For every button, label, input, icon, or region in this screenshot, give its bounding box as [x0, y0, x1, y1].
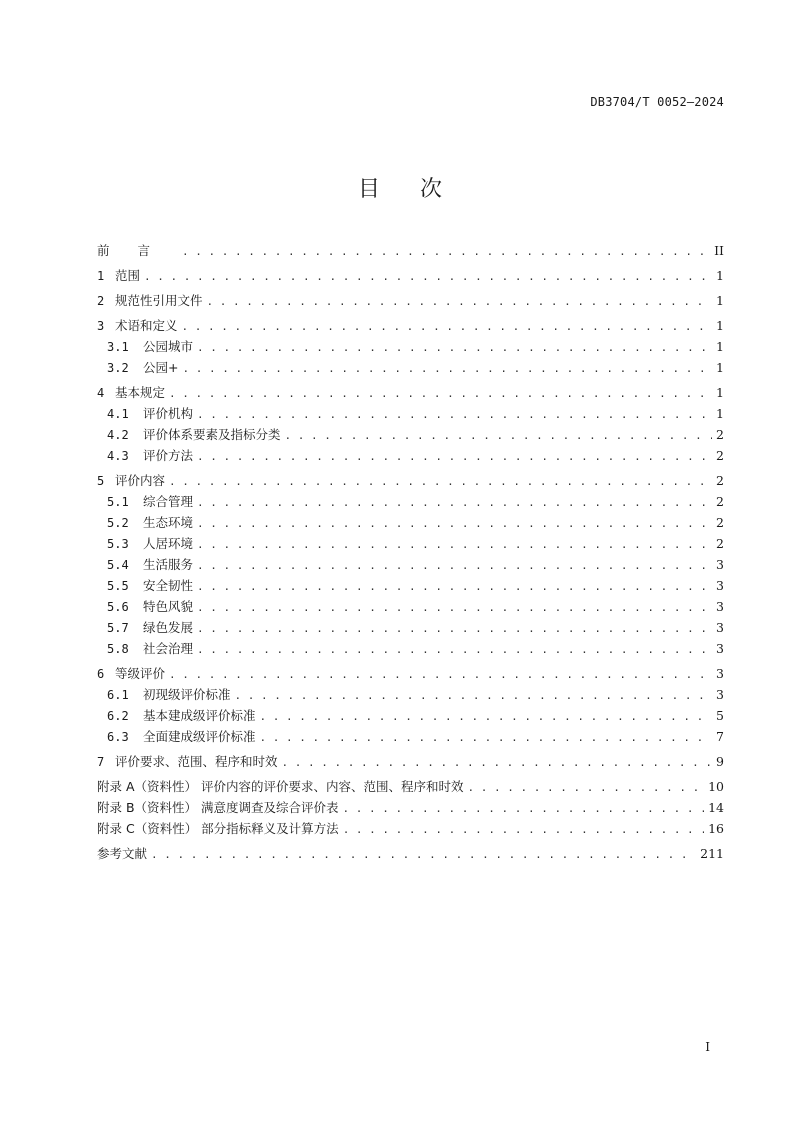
- toc-leader-dots: [197, 492, 712, 513]
- page-title: [0, 172, 800, 203]
- toc-entry-page: 2: [716, 427, 724, 442]
- toc-leader-dots: [169, 383, 712, 404]
- toc-entry[interactable]: [97, 776, 724, 797]
- toc-leader-dots: [151, 844, 696, 865]
- toc-entry[interactable]: [97, 315, 724, 336]
- page-number: I: [705, 1040, 710, 1054]
- toc-entry-number: 5.1: [107, 495, 129, 509]
- toc-entry[interactable]: [97, 554, 724, 575]
- toc-entry-page: II: [714, 243, 724, 258]
- toc-entry[interactable]: [97, 617, 724, 638]
- toc-entry-number: 5: [97, 474, 105, 488]
- toc-entry[interactable]: [97, 403, 724, 424]
- toc-leader-dots: [207, 291, 712, 312]
- toc-entry[interactable]: [97, 512, 724, 533]
- toc-entry-page: 2: [716, 515, 724, 530]
- toc-entry-page: 3: [716, 599, 724, 614]
- toc-entry-number: 3: [97, 319, 105, 333]
- toc-entry-label: 生态环境: [143, 515, 194, 530]
- toc-entry-number: 5.8: [107, 642, 129, 656]
- toc-leader-dots: [197, 555, 712, 576]
- toc-entry-label: 绿色发展: [143, 620, 194, 635]
- toc-entry-page: 3: [716, 641, 724, 656]
- toc-entry-label: 附录 C（资料性） 部分指标释义及计算方法: [97, 821, 339, 836]
- toc-entry-label: 基本规定: [115, 385, 166, 400]
- toc-entry-page: 1: [716, 268, 724, 283]
- toc-entry-number: 5.5: [107, 579, 129, 593]
- toc-entry[interactable]: [97, 445, 724, 466]
- toc-leader-dots: [260, 706, 712, 727]
- toc-entry-page: 2: [716, 536, 724, 551]
- table-of-contents: [97, 240, 724, 864]
- toc-entry[interactable]: [97, 596, 724, 617]
- toc-leader-dots: [182, 358, 712, 379]
- toc-entry-page: 1: [716, 293, 724, 308]
- toc-entry-label: 人居环境: [143, 536, 194, 551]
- toc-entry-number: 5.7: [107, 621, 129, 635]
- toc-entry[interactable]: [97, 470, 724, 491]
- toc-entry[interactable]: [97, 575, 724, 596]
- toc-entry[interactable]: [97, 705, 724, 726]
- toc-entry-page: 2: [716, 494, 724, 509]
- toc-entry[interactable]: [97, 424, 724, 445]
- toc-entry[interactable]: [97, 663, 724, 684]
- toc-entry[interactable]: [97, 818, 724, 839]
- toc-entry-number: 6.3: [107, 730, 129, 744]
- toc-leader-dots: [197, 576, 712, 597]
- toc-entry-number: 5.4: [107, 558, 129, 572]
- toc-entry-page: 1: [716, 339, 724, 354]
- toc-entry-label: 综合管理: [143, 494, 194, 509]
- toc-leader-dots: [144, 266, 712, 287]
- toc-entry-number: 4.1: [107, 407, 129, 421]
- toc-entry-page: 3: [716, 578, 724, 593]
- toc-entry-page: 3: [716, 666, 724, 681]
- toc-entry-page: 2: [716, 448, 724, 463]
- toc-leader-dots: [343, 819, 704, 840]
- toc-entry-label: 公园+: [143, 360, 179, 375]
- toc-leader-dots: [197, 337, 712, 358]
- toc-entry-page: 16: [708, 821, 724, 836]
- toc-entry[interactable]: [97, 638, 724, 659]
- toc-entry[interactable]: [97, 684, 724, 705]
- toc-entry[interactable]: [97, 240, 724, 261]
- toc-entry-label: 生活服务: [143, 557, 194, 572]
- toc-leader-dots: [343, 798, 705, 819]
- toc-entry[interactable]: [97, 382, 724, 403]
- toc-entry-page: 14: [708, 800, 724, 815]
- toc-entry[interactable]: [97, 797, 724, 818]
- toc-leader-dots: [197, 639, 712, 660]
- toc-entry[interactable]: [97, 357, 724, 378]
- toc-entry-label: 术语和定义: [115, 318, 178, 333]
- toc-entry-label: 等级评价: [115, 666, 166, 681]
- toc-entry-label: 公园城市: [143, 339, 194, 354]
- toc-entry-page: 10: [708, 779, 724, 794]
- toc-entry-label: 评价要求、范围、程序和时效: [115, 754, 278, 769]
- toc-entry-page: 1: [716, 385, 724, 400]
- toc-entry-label: 基本建成级评价标准: [143, 708, 256, 723]
- toc-entry-page: 3: [716, 620, 724, 635]
- toc-entry[interactable]: [97, 336, 724, 357]
- toc-leader-dots: [169, 664, 712, 685]
- toc-entry[interactable]: [97, 843, 724, 864]
- toc-entry[interactable]: [97, 290, 724, 311]
- toc-entry-number: 7: [97, 755, 105, 769]
- toc-entry-label: 安全韧性: [143, 578, 194, 593]
- toc-entry-number: 6: [97, 667, 105, 681]
- toc-entry[interactable]: [97, 726, 724, 747]
- toc-entry-label: 附录 B（资料性） 满意度调查及综合评价表: [97, 800, 339, 815]
- toc-entry-number: 5.6: [107, 600, 129, 614]
- toc-leader-dots: [468, 777, 705, 798]
- toc-leader-dots: [182, 316, 712, 337]
- toc-entry[interactable]: [97, 491, 724, 512]
- header-code: DB3704/T 0052—2024: [590, 95, 724, 109]
- toc-leader-dots: [197, 404, 712, 425]
- toc-entry-label: 特色风貌: [143, 599, 194, 614]
- toc-entry-page: 3: [716, 557, 724, 572]
- toc-entry-number: 4: [97, 386, 105, 400]
- toc-entry-number: 6.1: [107, 688, 129, 702]
- toc-leader-dots: [282, 752, 712, 773]
- toc-entry[interactable]: [97, 533, 724, 554]
- toc-entry-label: 评价体系要素及指标分类: [143, 427, 281, 442]
- toc-entry-number: 4.2: [107, 428, 129, 442]
- toc-entry[interactable]: [97, 751, 724, 772]
- toc-leader-dots: [197, 513, 712, 534]
- toc-leader-dots: [182, 241, 710, 262]
- toc-entry-number: 5.3: [107, 537, 129, 551]
- toc-entry-label: 初现级评价标准: [143, 687, 231, 702]
- toc-entry-number: 3.2: [107, 361, 129, 375]
- toc-leader-dots: [197, 534, 712, 555]
- toc-entry[interactable]: [97, 265, 724, 286]
- toc-entry-label: 附录 A（资料性） 评价内容的评价要求、内容、范围、程序和时效: [97, 779, 464, 794]
- toc-entry-page: 9: [716, 754, 724, 769]
- toc-entry-label: 全面建成级评价标准: [143, 729, 256, 744]
- toc-entry-page: 7: [716, 729, 724, 744]
- title-char-2: 次: [420, 177, 443, 202]
- toc-entry-page: 1: [716, 318, 724, 333]
- toc-entry-page: 211: [700, 846, 724, 861]
- toc-entry-page: 1: [716, 406, 724, 421]
- toc-entry-label: 范围: [115, 268, 141, 283]
- toc-entry-label: 社会治理: [143, 641, 194, 656]
- toc-entry-label: 评价内容: [115, 473, 166, 488]
- toc-entry-number: 6.2: [107, 709, 129, 723]
- toc-entry-page: 5: [716, 708, 724, 723]
- toc-leader-dots: [197, 618, 712, 639]
- toc-entry-label: 评价方法: [143, 448, 194, 463]
- toc-entry-page: 3: [716, 687, 724, 702]
- toc-leader-dots: [169, 471, 712, 492]
- toc-entry-number: 5.2: [107, 516, 129, 530]
- toc-entry-label: 前言: [97, 243, 179, 258]
- toc-entry-label: 参考文献: [97, 846, 148, 861]
- toc-leader-dots: [285, 425, 712, 446]
- toc-entry-number: 3.1: [107, 340, 129, 354]
- toc-entry-page: 1: [716, 360, 724, 375]
- toc-entry-number: 4.3: [107, 449, 129, 463]
- toc-leader-dots: [197, 597, 712, 618]
- toc-entry-label: 规范性引用文件: [115, 293, 203, 308]
- toc-entry-page: 2: [716, 473, 724, 488]
- toc-leader-dots: [197, 446, 712, 467]
- toc-entry-label: 评价机构: [143, 406, 194, 421]
- toc-entry-number: 2: [97, 294, 105, 308]
- toc-entry-number: 1: [97, 269, 105, 283]
- toc-leader-dots: [260, 727, 712, 748]
- title-char-1: 目: [357, 177, 380, 202]
- toc-leader-dots: [235, 685, 712, 706]
